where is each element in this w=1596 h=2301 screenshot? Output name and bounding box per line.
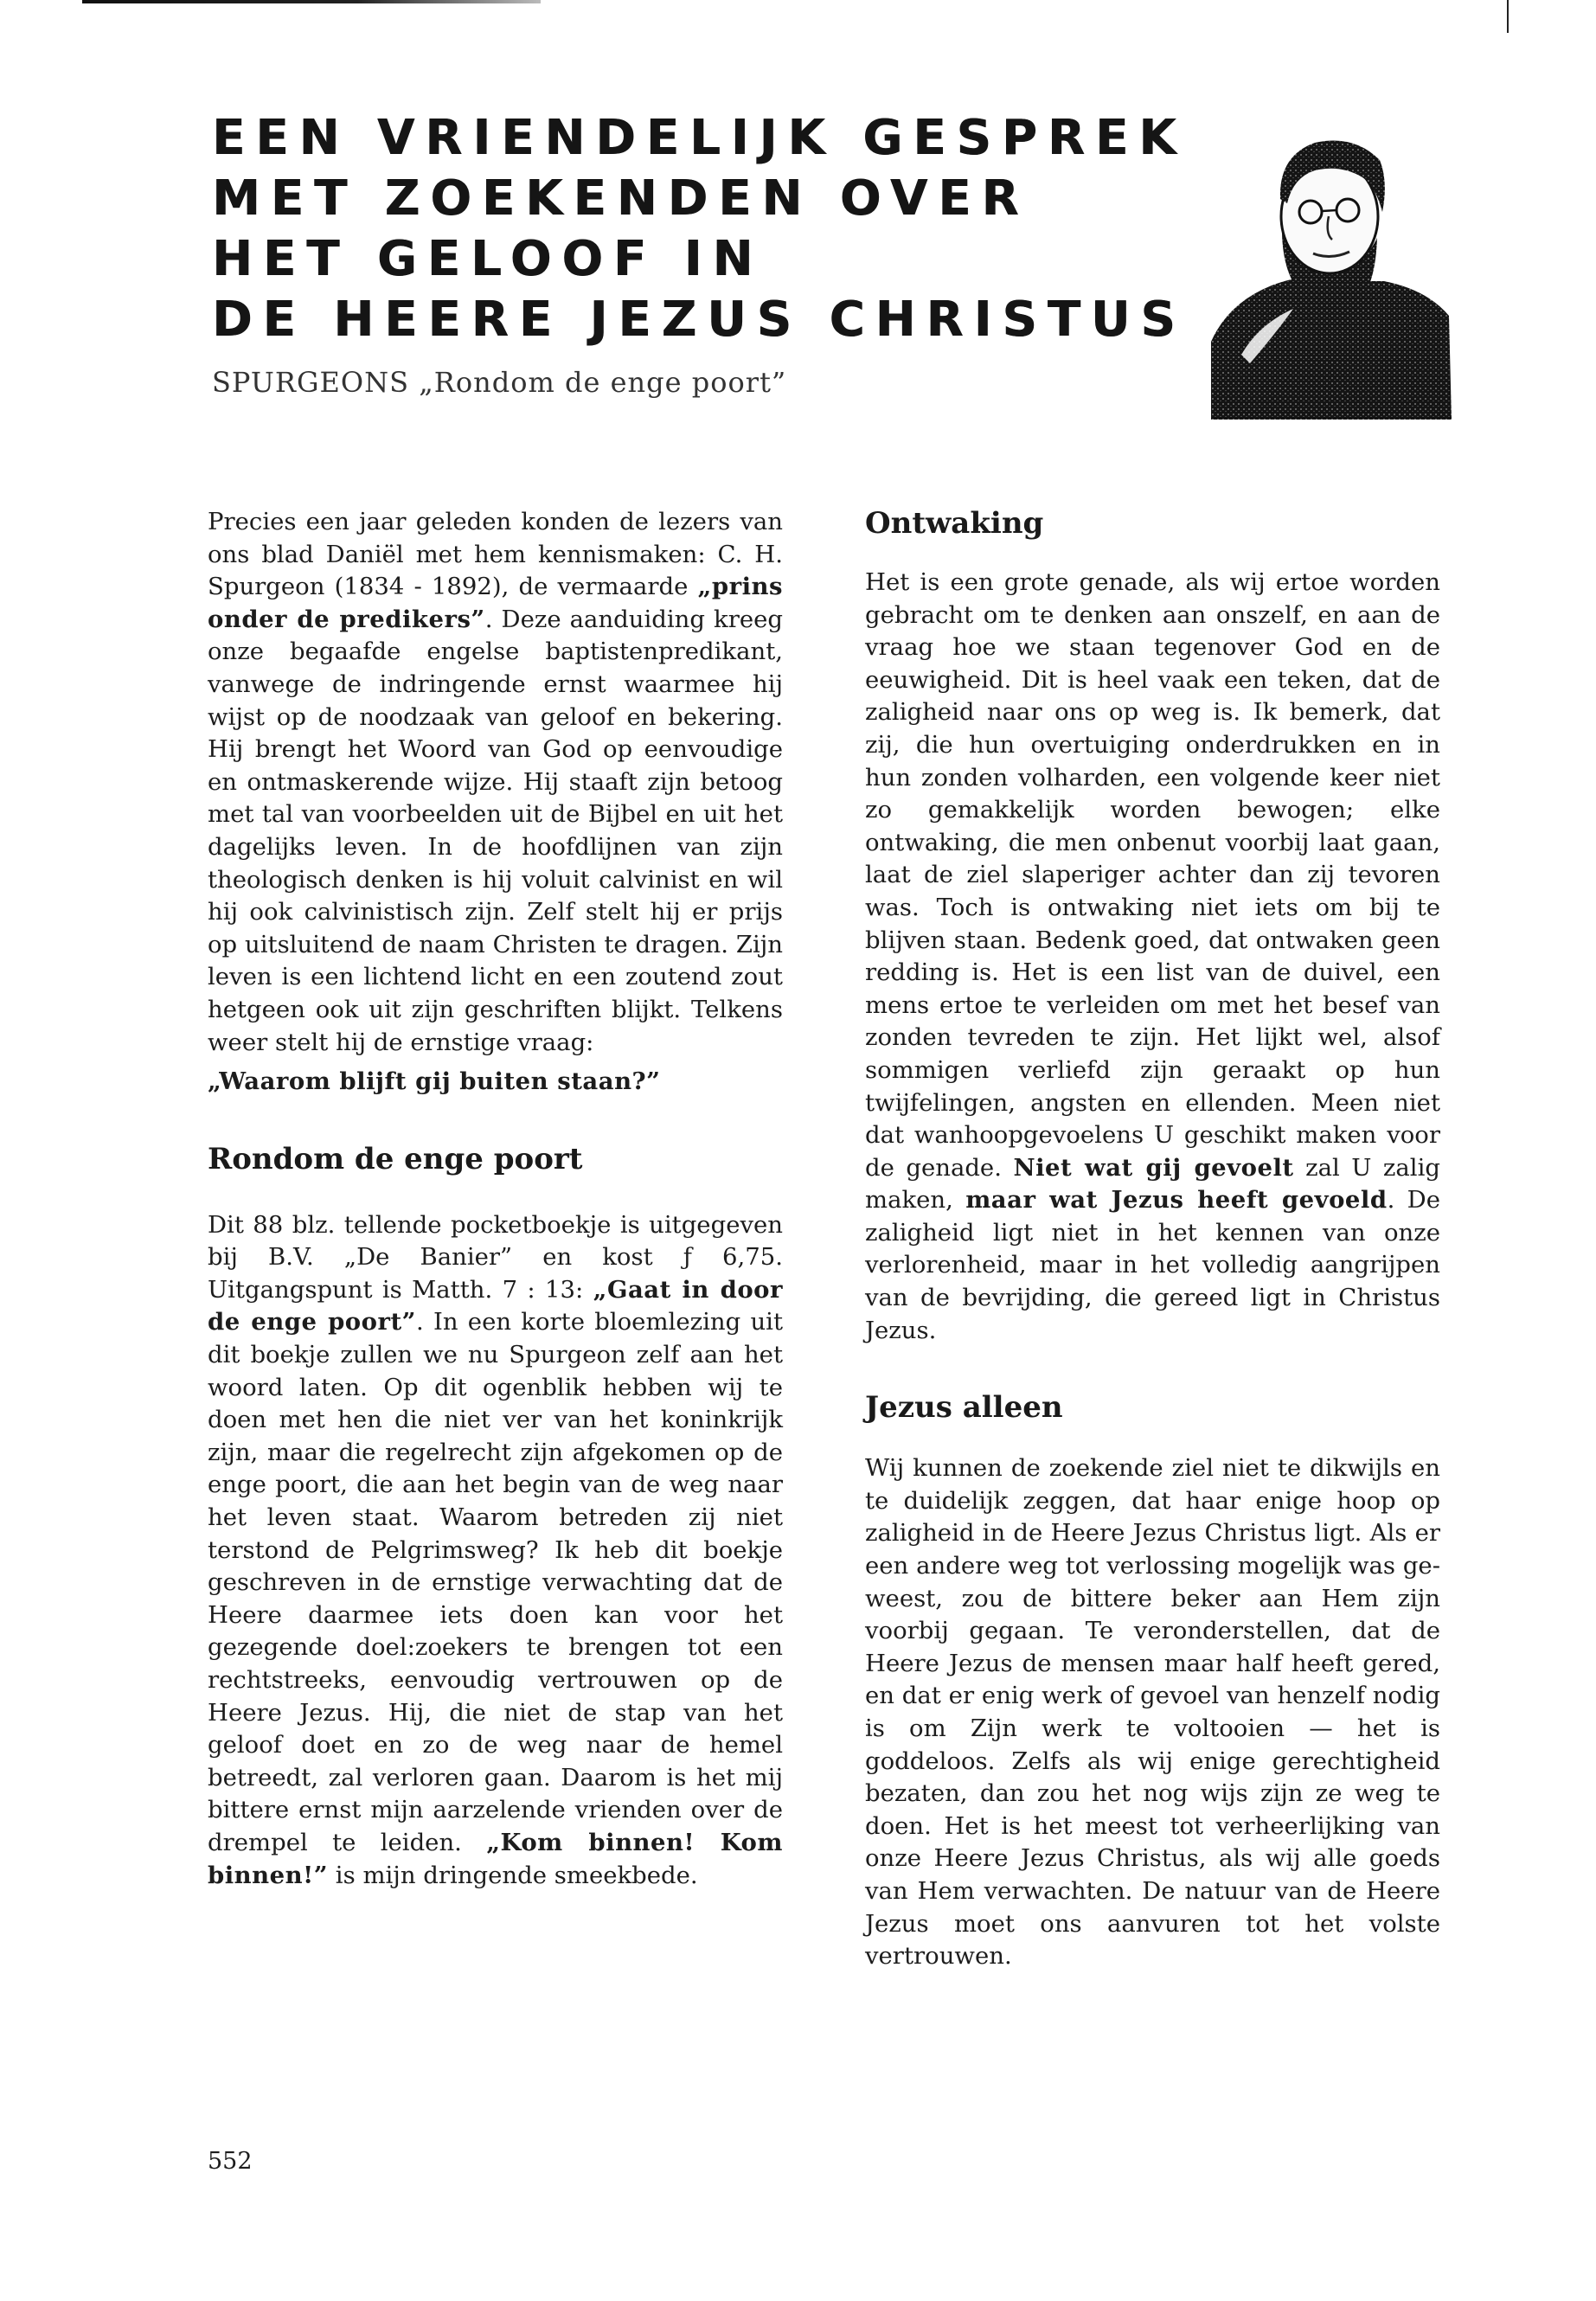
section-heading-ontwaking: Ontwaking xyxy=(865,506,1044,541)
portrait-image xyxy=(1211,117,1479,420)
section-heading-rondom: Rondom de enge poort xyxy=(208,1141,583,1176)
title-line-1: EEN VRIENDELIJK GESPREK xyxy=(212,110,1187,166)
ontwaking-bold-2: maar wat Jezus heeft gevoeld xyxy=(965,1186,1388,1215)
rondom-paragraph xyxy=(208,1209,783,1892)
scan-edge-top xyxy=(82,0,541,3)
title-line-3: HET GELOOF IN xyxy=(212,231,764,287)
question-quote xyxy=(208,1066,783,1099)
intro-text-1: Precies een jaar geleden konden de lezers van ons blad Daniël met hem kennismaken: C. H. Spurgeon (1834 - 1892), de vermaarde xyxy=(208,508,783,601)
scan-edge-right xyxy=(1507,0,1509,33)
ontwaking-text-1: Het is een grote genade, als wij ertoe worden gebracht om te denken aan onszelf, en aan de vraag hoe we staan tegenover God en de eeuwigheid. Dit is heel vaak een teken, dat de zaligheid naar ons op weg is. Ik bemerk, dat zij, die hun overtuiging onderdrukken en in hun zonden volharden, een volgende keer niet zo gemakkelijk worden bewogen; elke ontwaking, die men onbenut voorbij laat gaan, laat de ziel slaperiger achter dan zij tevoren was. Toch is ontwaking niet iets om bij te blijven staan. Bedenk goed, dat ontwaken geen redding is. Het is een list van de duivel, een mens ertoe te verleiden om met het besef van zonden tevreden te zijn. Het lijkt wel, alsof sommigen verliefd zijn geraakt op hun twijfelingen, angsten en ellenden. Meen niet dat wanhoopgevoelens U geschikt maken voor de genade. xyxy=(865,568,1440,1182)
ontwaking-paragraph xyxy=(865,567,1440,1347)
title-line-2: MET ZOEKENDEN OVER xyxy=(212,170,1029,227)
question-quote-text: „Waarom blijft gij buiten staan?” xyxy=(208,1067,661,1096)
rondom-text-2: . In een korte bloemlezing uit dit boekje zullen we nu Spurgeon zelf aan het woord laten. Op dit ogenblik hebben wij te doen met hen die niet ver van het koninkrijk zijn, maar die regelrecht zijn afgekomen op de enge poort, die aan het begin van de weg naar het leven staat. Waarom betreden zij niet terstond de Pelgrimsweg? Ik heb dit boekje geschreven in de ernstige verwachting dat de Heere daarmee iets doen kan voor het gezegende doel:zoekers te brengen tot een rechtstreeks, eenvoudig vertrouwen op de Heere Jezus. Hij, die niet de stap van het geloof doet en zo de weg naar de hemel betreedt, zal verloren gaan. Daarom is het mij bittere ernst mijn aarzelende vrienden over de drempel te leiden. xyxy=(208,1308,783,1856)
rondom-bold-2: „Kom binnen! Kom binnen!” xyxy=(208,1828,783,1889)
article-title-block xyxy=(212,108,1233,399)
jezus-alleen-paragraph: Wij kunnen de zoekende ziel niet te dikwijls en te duidelijk zeggen, dat haar enige hoop op zaligheid in de Heere Jezus Christus ligt. Als er een andere weg tot verlossing mogelijk was geweest, zou de bittere beker aan Hem zijn voorbij gegaan. Te veronderstellen, dat de Heere Jezus de mensen maar half heeft gered, en dat er enig werk of gevoel van henzelf nodig is om Zijn werk te voltooien — het is goddeloos. Zelfs als wij enige gerechtigheid bezaten, dan zou het nog wijs zijn ze weg te doen. Het is het meest tot verheerlijking van onze Heere Jezus Christus, als wij alle goeds van Hem verwachten. De natuur van de Heere Jezus moet ons aanvuren tot het volste vertrouwen. xyxy=(865,1454,1440,1971)
ontwaking-bold-1: Niet wat gij gevoelt xyxy=(1013,1153,1294,1182)
rondom-text-3: is mijn dringende smeekbede. xyxy=(328,1861,698,1889)
rondom-bold-1: „Gaat in door de enge poort” xyxy=(208,1275,784,1336)
portrait-icon xyxy=(1211,117,1479,420)
page-number: 552 xyxy=(208,2148,253,2175)
section-heading-jezus-alleen: Jezus alleen xyxy=(865,1390,1063,1426)
intro-bold-phrase: „prins onder de predikers” xyxy=(208,573,783,633)
intro-text-2: . Deze aanduiding kreeg onze begaafde engelse baptistenpredikant, vanwege de indringende ernst waarmee hij wijst op de noodzaak van geloof en bekering. Hij brengt het Woord van God op eenvoudige en ontmaskerende wijze. Hij staaft zijn betoog met tal van voorbeelden uit de Bijbel en uit het dagelijks leven. In de hoofdlijnen van zijn theologisch denken is hij voluit calvinist en wil hij ook calvinistisch zijn. Zelf stelt hij er prijs op uitsluitend de naam Christen te dragen. Zijn leven is een lichtend licht en een zoutend zout hetgeen ook uit zijn geschriften blijkt. Telkens weer stelt hij de ernstige vraag: xyxy=(208,605,783,1056)
title-line-4: DE HEERE JEZUS CHRISTUS xyxy=(212,292,1186,348)
intro-paragraph xyxy=(208,506,783,1059)
right-column xyxy=(865,506,1440,1973)
left-column xyxy=(208,506,783,1892)
article-subtitle: SPURGEONS „Rondom de enge poort” xyxy=(212,366,787,399)
ontwaking-text-2: zal U zalig maken, xyxy=(865,1153,1440,1215)
ontwaking-text-3: . De zaligheid ligt niet in het kennen van onze verlorenheid, maar in het volledig aangrijpen van de bevrijding, die gereed ligt in Christus Jezus. xyxy=(865,1186,1441,1344)
rondom-text-1: Dit 88 blz. tellende pocketboekje is uitgegeven bij B.V. „De Banier” en kost ƒ 6,75. Uitgangspunt is Matth. 7 : 13: xyxy=(208,1210,783,1304)
